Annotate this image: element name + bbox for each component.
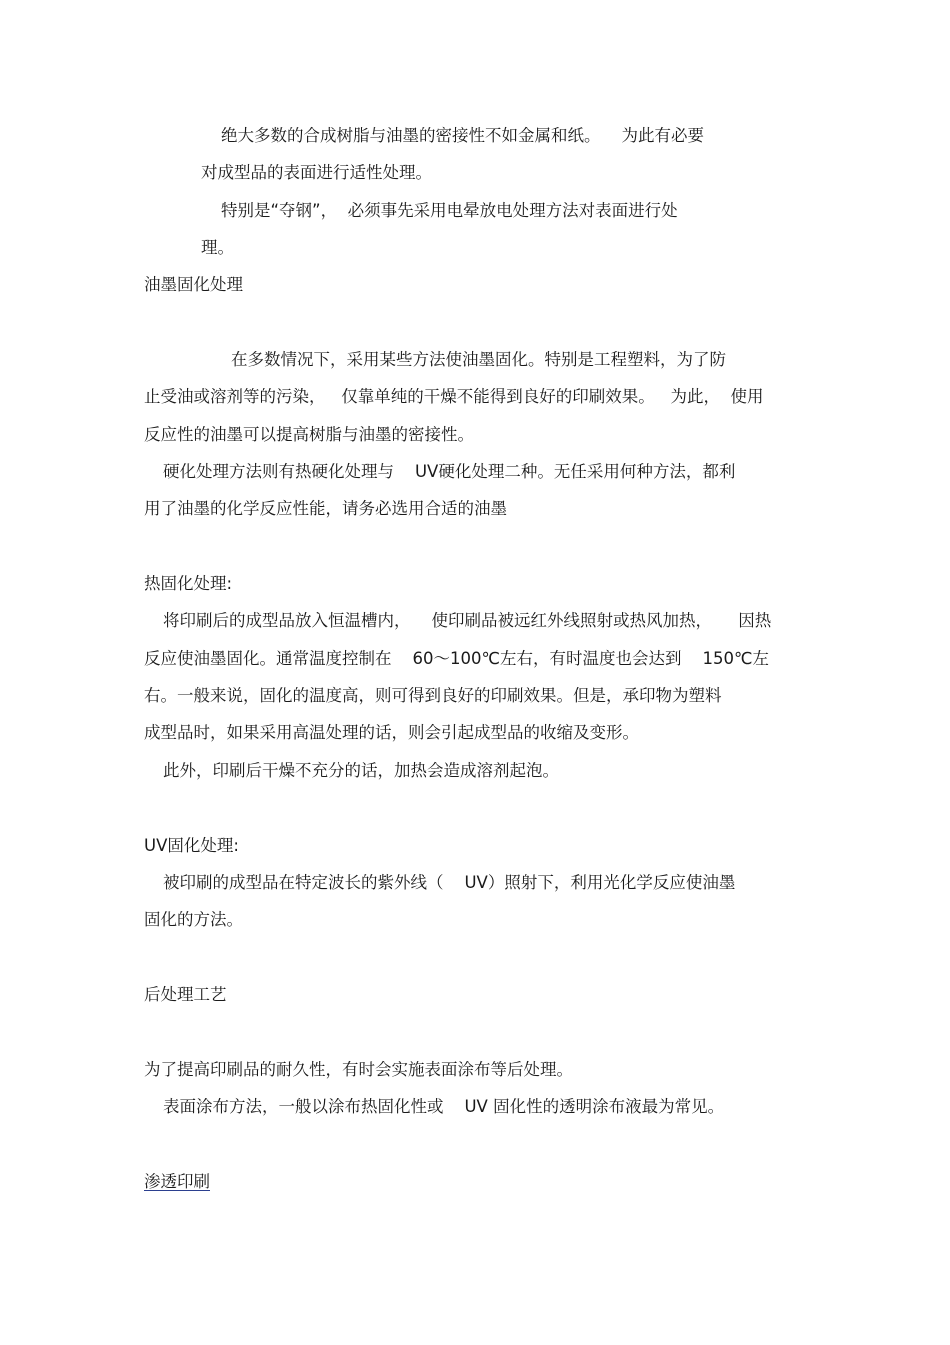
section-heading: UV固化处理:	[144, 836, 239, 855]
paragraph-line: 固化的方法。	[144, 910, 243, 929]
paragraph-line: 对成型品的表面进行适性处理。	[201, 163, 432, 182]
paragraph-line: 在多数情况下，采用某些方法使油墨固化。特别是工程塑料，为了防	[231, 350, 726, 369]
paragraph-line: 将印刷后的成型品放入恒温槽内， 使印刷品被远红外线照射或热风加热， 因热	[163, 611, 772, 630]
paragraph-line: 此外，印刷后干燥不充分的话，加热会造成溶剂起泡。	[163, 761, 559, 780]
paragraph-line: 用了油墨的化学反应性能，请务必选用合适的油墨	[144, 499, 507, 518]
paragraph-line: 硬化处理方法则有热硬化处理与 UV硬化处理二种。无任采用何种方法，都利	[163, 462, 736, 481]
paragraph-line: 止受油或溶剂等的污染， 仅靠单纯的干燥不能得到良好的印刷效果。 为此， 使用	[144, 387, 764, 406]
section-heading: 油墨固化处理	[144, 275, 243, 294]
section-link-penetration-printing[interactable]: 渗透印刷	[144, 1172, 210, 1191]
paragraph-line: 为了提高印刷品的耐久性，有时会实施表面涂布等后处理。	[144, 1060, 573, 1079]
paragraph-line: 特别是“夺钢”， 必须事先采用电晕放电处理方法对表面进行处	[221, 201, 678, 220]
paragraph-line: 表面涂布方法，一般以涂布热固化性或 UV 固化性的透明涂布液最为常见。	[163, 1097, 725, 1116]
paragraph-line: 理。	[201, 238, 234, 257]
paragraph-line: 反应使油墨固化。通常温度控制在 60～100℃左右，有时温度也会达到 150℃左	[144, 649, 770, 668]
paragraph-line: 被印刷的成型品在特定波长的紫外线（ UV）照射下，利用光化学反应使油墨	[163, 873, 736, 892]
paragraph-line: 右。一般来说，固化的温度高，则可得到良好的印刷效果。但是，承印物为塑料	[144, 686, 722, 705]
paragraph-line: 绝大多数的合成树脂与油墨的密接性不如金属和纸。 为此有必要	[221, 126, 704, 145]
paragraph-line: 反应性的油墨可以提高树脂与油墨的密接性。	[144, 425, 474, 444]
paragraph-line: 成型品时，如果采用高温处理的话，则会引起成型品的收缩及变形。	[144, 723, 639, 742]
section-heading: 热固化处理:	[144, 574, 233, 593]
section-heading: 后处理工艺	[144, 985, 227, 1004]
